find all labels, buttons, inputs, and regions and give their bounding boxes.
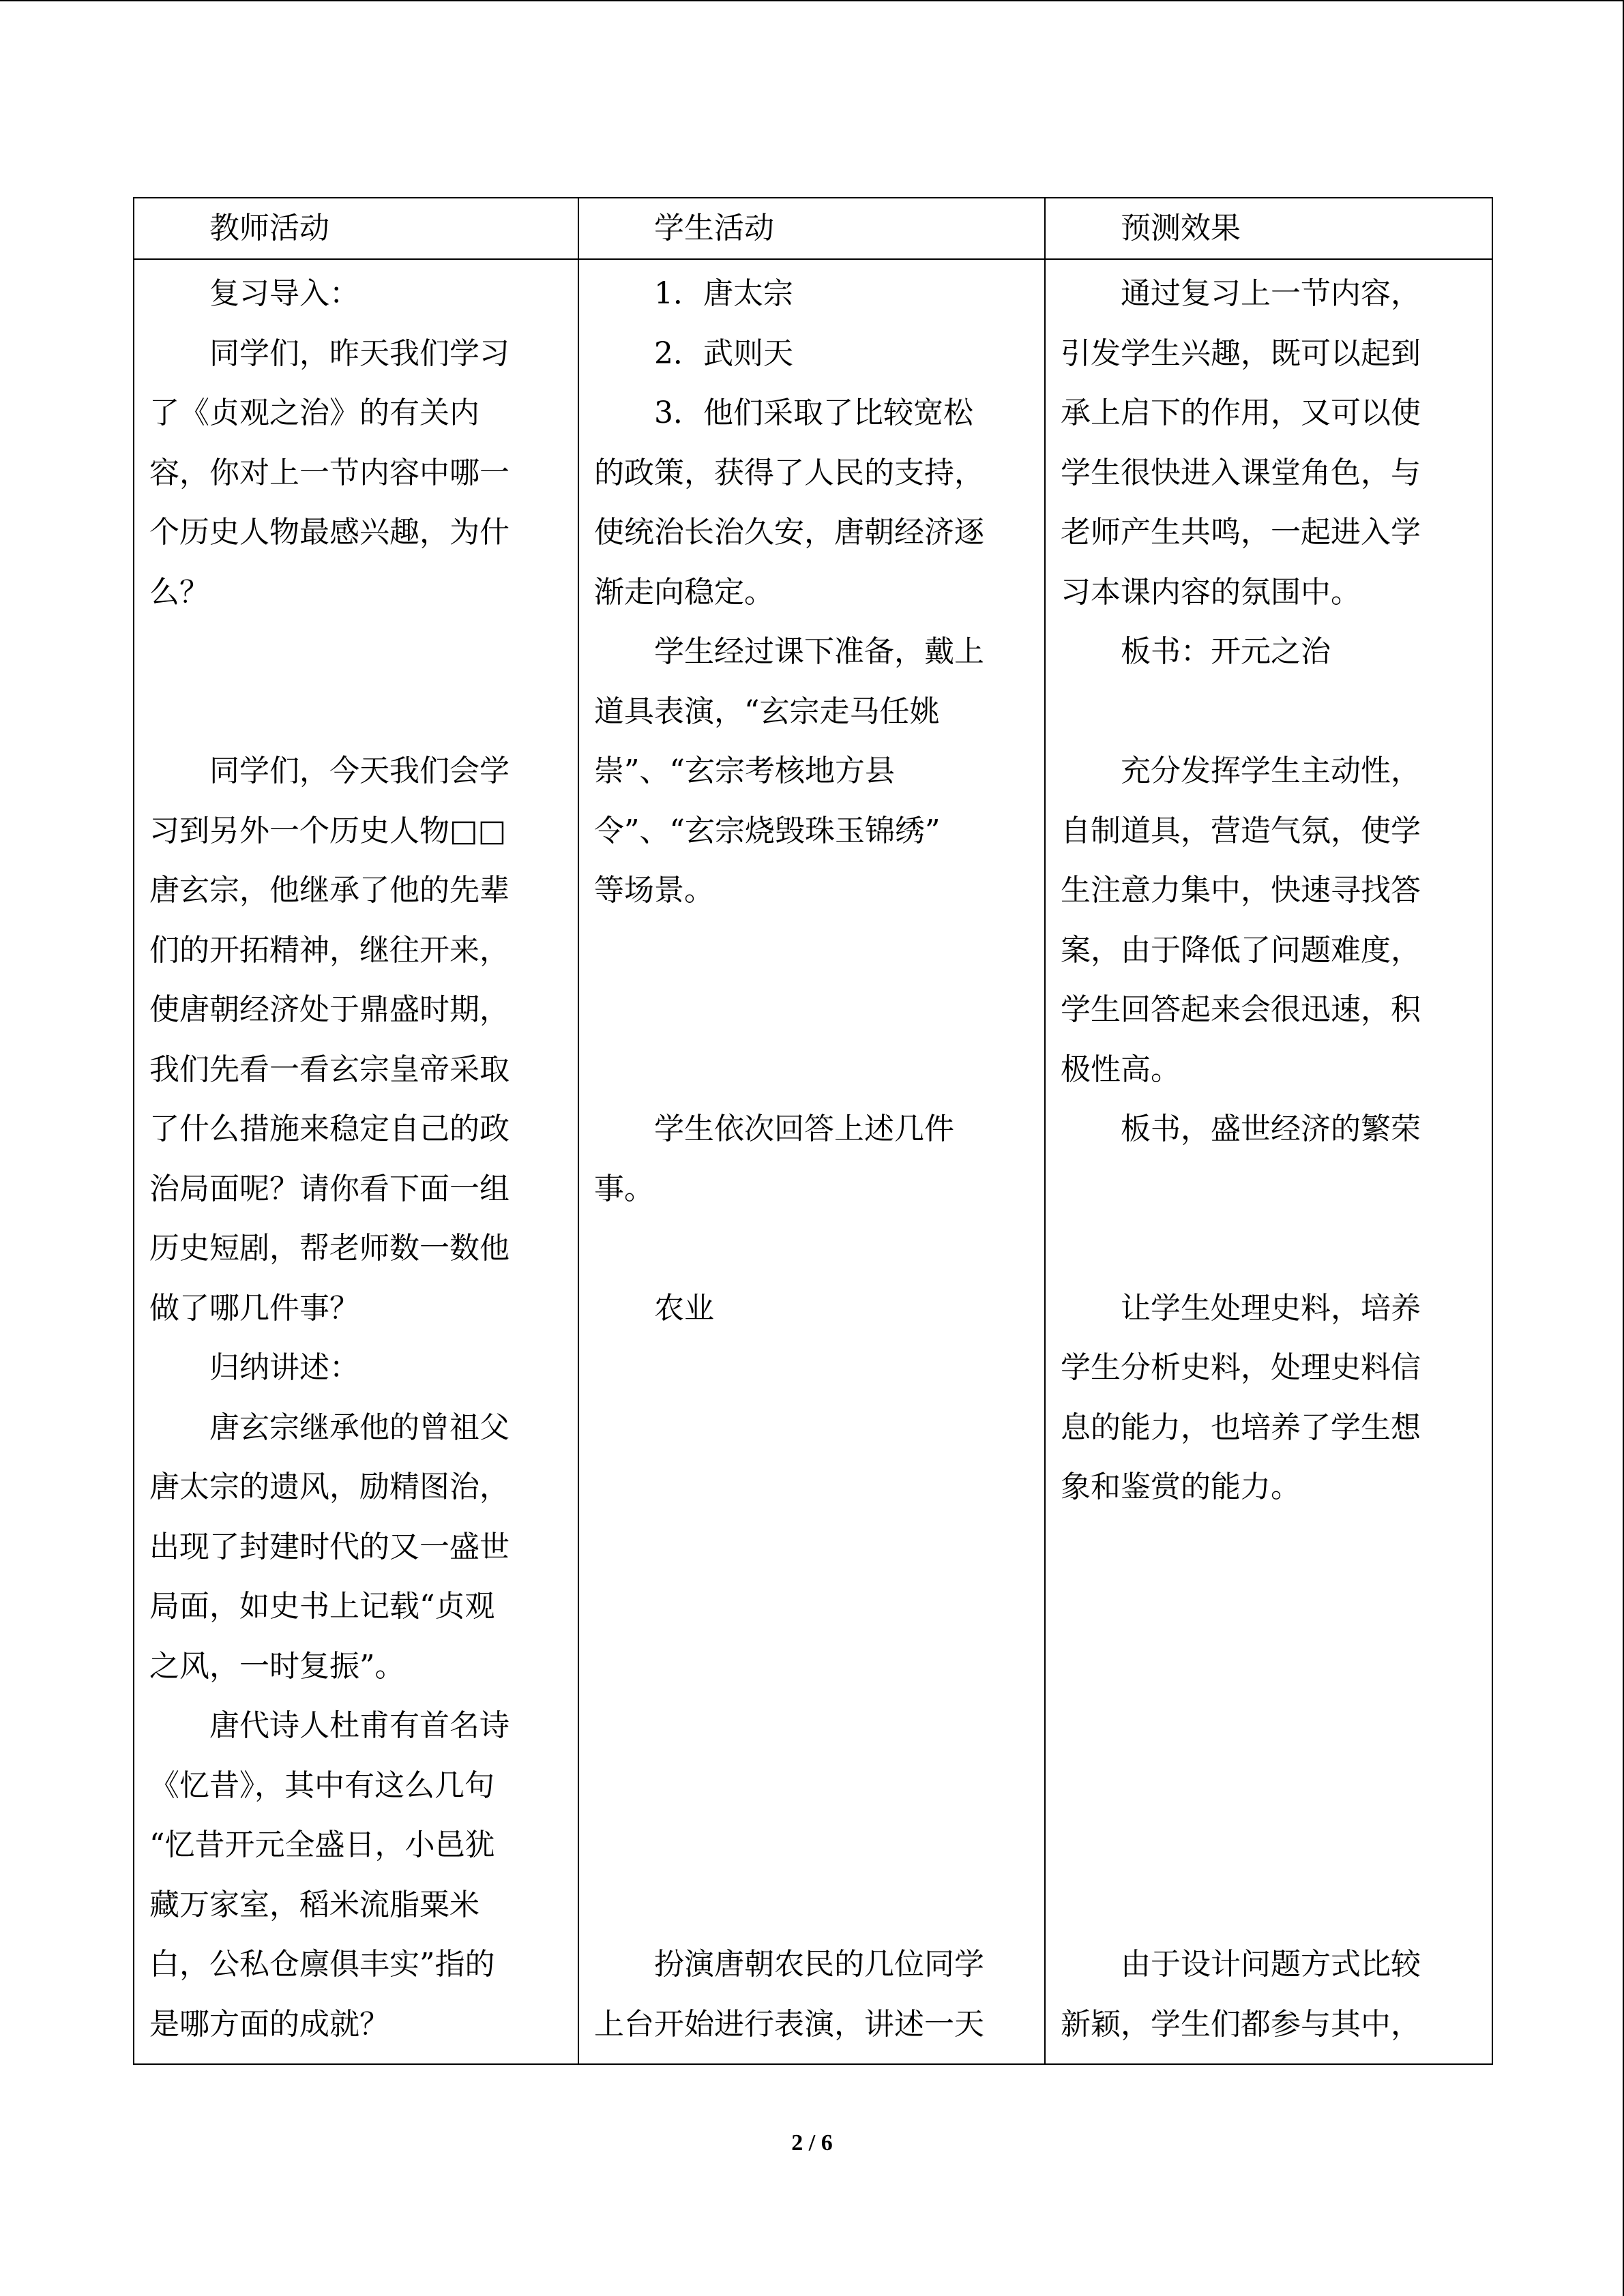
teacher-line: 个历史人物最感兴趣，为什 (149, 515, 510, 550)
teacher-line: 了《贞观之治》的有关内 (149, 396, 479, 430)
teacher-activity-column (134, 260, 578, 2063)
effect-line: 习本课内容的氛围中。 (1061, 574, 1361, 610)
teacher-line: 历史短剧，帮老师数一数他 (149, 1231, 510, 1266)
header-student-activity: 学生活动 (578, 198, 1045, 259)
teacher-line: 么？ (149, 574, 209, 610)
teacher-line: 复习导入： (209, 276, 359, 311)
teacher-line: “忆昔开元全盛日，小邑犹 (149, 1828, 495, 1862)
teacher-line: 使唐朝经济处于鼎盛时期， (149, 992, 510, 1027)
student-line: 渐走向稳定。 (594, 574, 774, 610)
effect-line: 充分发挥学生主动性， (1121, 754, 1421, 788)
teacher-line: 唐太宗的遗风，励精图治， (149, 1470, 510, 1504)
header-expected-effect: 预测效果 (1045, 198, 1492, 259)
student-line: 使统治长治久安，唐朝经济逐 (594, 515, 984, 550)
effect-line: 学生分析史料，处理史料信 (1061, 1350, 1421, 1385)
effect-line: 极性高。 (1061, 1052, 1181, 1087)
header-teacher-activity: 教师活动 (134, 198, 578, 259)
student-line: 等场景。 (594, 873, 714, 908)
teacher-line: 出现了封建时代的又一盛世 (149, 1529, 510, 1564)
teacher-line: 唐玄宗，他继承了他的先辈 (149, 873, 510, 908)
teacher-line: 白，公私仓廪俱丰实”指的 (149, 1947, 495, 1982)
teacher-line: 治局面呢？请你看下面一组 (149, 1171, 510, 1206)
effect-line: 引发学生兴趣，既可以起到 (1061, 336, 1421, 371)
teacher-line: 了什么措施来稳定自己的政 (149, 1112, 510, 1146)
effect-line: 生注意力集中，快速寻找答 (1061, 873, 1421, 908)
effect-line: 学生回答起来会很迅速，积 (1061, 992, 1421, 1027)
teacher-line: 归纳讲述： (209, 1350, 359, 1385)
teacher-line: 是哪方面的成就？ (149, 2006, 389, 2042)
effect-line: 息的能力，也培养了学生想 (1061, 1410, 1421, 1445)
teacher-line: 之风，一时复振”。 (149, 1648, 405, 1684)
student-line: 2．武则天 (654, 336, 793, 371)
teacher-line: 藏万家室，稻米流脂粟米 (149, 1887, 479, 1922)
student-line: 令”、“玄宗烧毁珠玉锦绣” (594, 813, 941, 848)
student-line: 道具表演，“玄宗走马任姚 (594, 694, 940, 729)
effect-line: 新颖，学生们都参与其中， (1061, 2006, 1421, 2042)
table-body-row (134, 259, 1492, 2064)
teacher-line: 做了哪几件事？ (149, 1290, 359, 1326)
teacher-line: 唐玄宗继承他的曾祖父 (209, 1410, 510, 1445)
effect-line: 让学生处理史料，培养 (1121, 1290, 1421, 1326)
student-line: 崇”、“玄宗考核地方县 (594, 754, 895, 788)
effect-line: 象和鉴赏的能力。 (1061, 1470, 1301, 1504)
effect-line: 板书：开元之治 (1121, 634, 1331, 669)
student-line: 的政策，获得了人民的支持， (594, 455, 984, 490)
teacher-line: 《忆昔》，其中有这么几句 (149, 1768, 494, 1803)
student-line: 3．他们采取了比较宽松 (654, 396, 973, 430)
student-line: 学生依次回答上述几件 (654, 1112, 954, 1146)
student-line: 学生经过课下准备，戴上 (654, 634, 984, 669)
effect-line: 自制道具，营造气氛，使学 (1061, 813, 1421, 848)
teacher-line: 我们先看一看玄宗皇帝采取 (149, 1052, 510, 1087)
student-line: 事。 (594, 1171, 654, 1206)
student-line: 农业 (654, 1290, 714, 1326)
teacher-line: 局面，如史书上记载“贞观 (149, 1589, 495, 1624)
effect-line: 学生很快进入课堂角色，与 (1061, 455, 1421, 490)
student-activity-cell (578, 259, 1045, 2064)
table-header-row (134, 198, 1492, 259)
lesson-plan-table (133, 197, 1493, 2065)
student-activity-column (579, 260, 1044, 2063)
effect-line: 案，由于降低了问题难度， (1061, 932, 1421, 968)
effect-line: 通过复习上一节内容， (1121, 276, 1421, 311)
student-line: 1．唐太宗 (654, 276, 793, 311)
expected-effect-cell (1045, 259, 1492, 2064)
teacher-activity-cell (134, 259, 578, 2064)
effect-line: 板书，盛世经济的繁荣 (1121, 1112, 1421, 1146)
effect-line: 承上启下的作用，又可以使 (1061, 396, 1421, 430)
student-line: 上台开始进行表演，讲述一天 (594, 2006, 984, 2042)
effect-line: 由于设计问题方式比较 (1121, 1947, 1421, 1982)
page-number: 2 / 6 (791, 2130, 833, 2156)
teacher-line: 唐代诗人杜甫有首名诗 (209, 1708, 510, 1743)
effect-line: 老师产生共鸣，一起进入学 (1061, 515, 1421, 550)
teacher-line: 们的开拓精神，继往开来， (149, 932, 510, 968)
teacher-line: 同学们，今天我们会学 (209, 754, 510, 788)
teacher-line: 习到另外一个历史人物□□ (149, 813, 507, 848)
teacher-line: 容，你对上一节内容中哪一 (149, 455, 510, 490)
student-line: 扮演唐朝农民的几位同学 (654, 1947, 984, 1982)
teacher-line: 同学们，昨天我们学习 (209, 336, 510, 371)
expected-effect-column (1046, 260, 1492, 2063)
